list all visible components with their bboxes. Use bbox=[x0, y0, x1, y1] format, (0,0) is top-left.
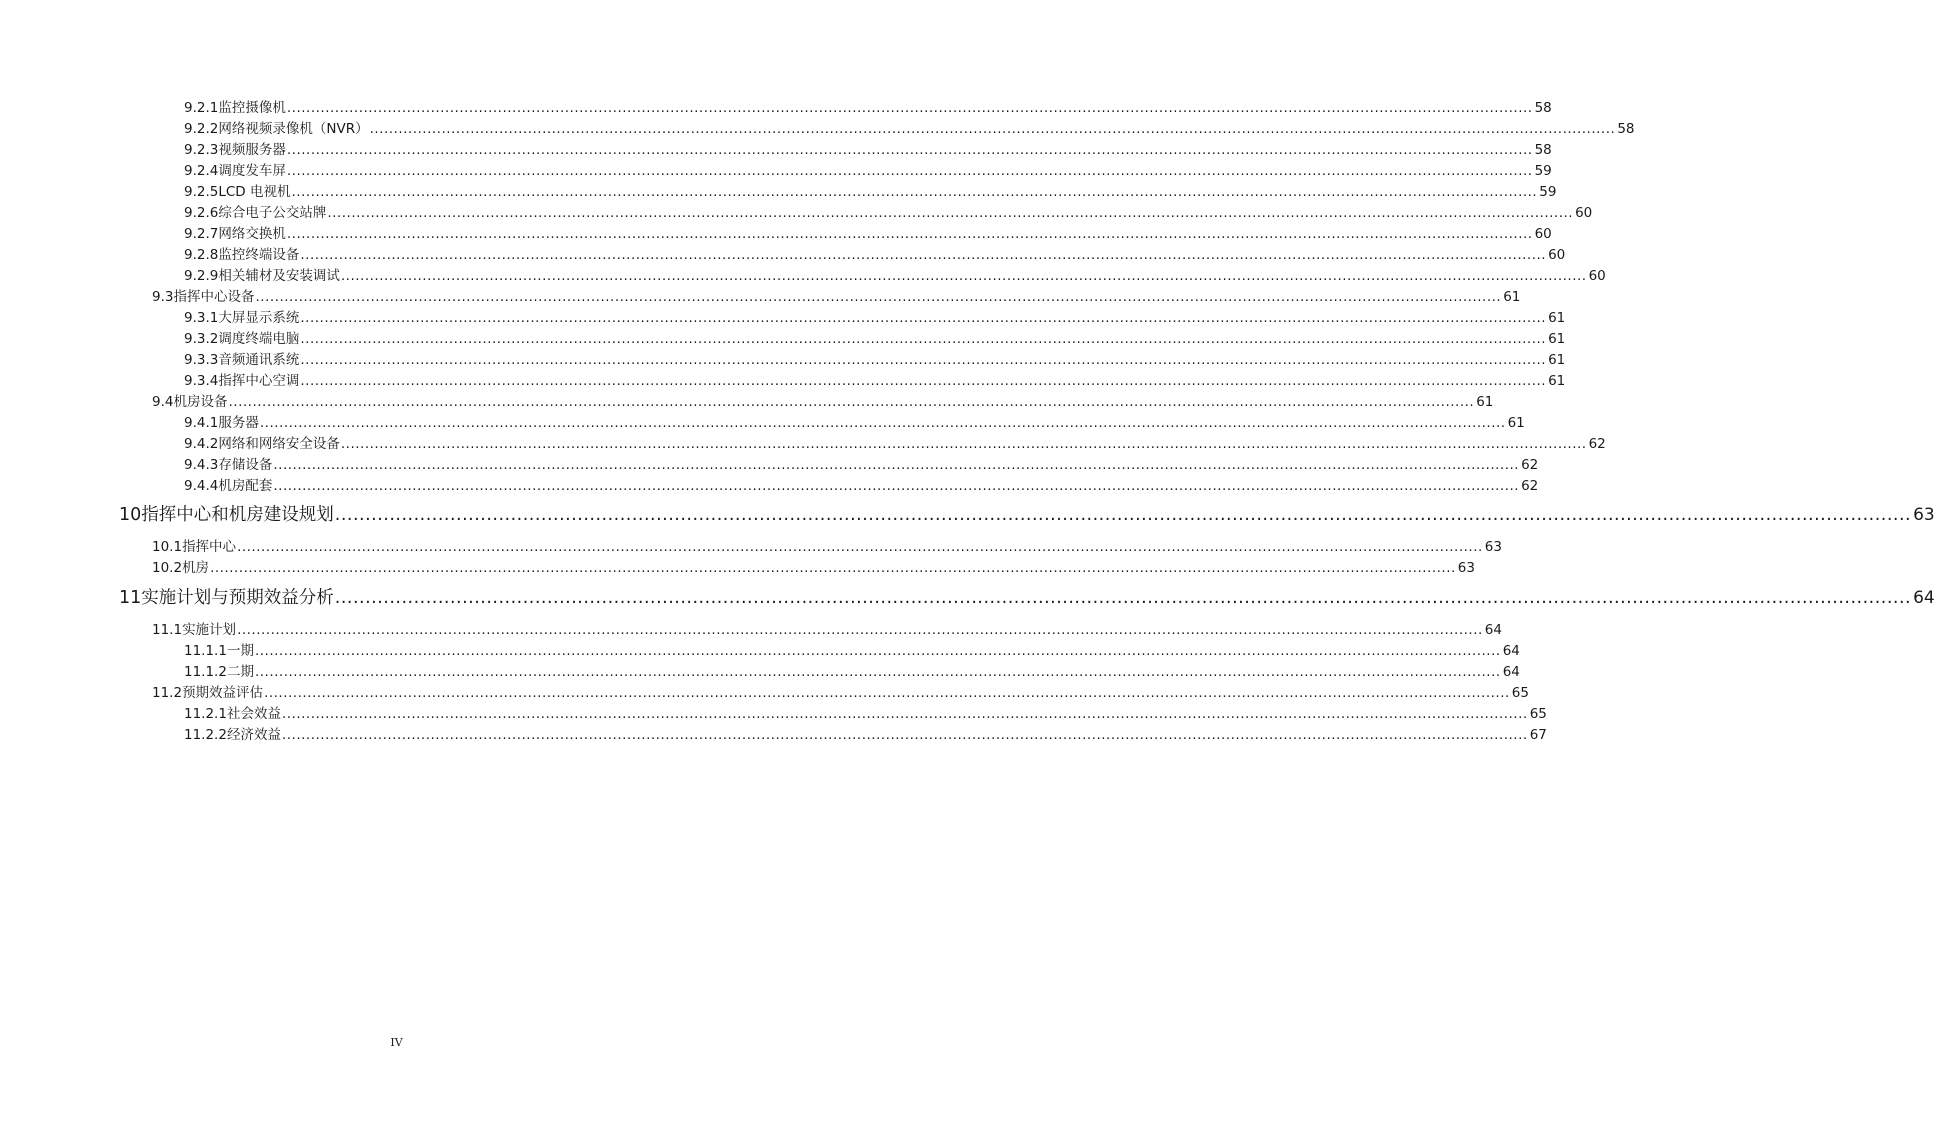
toc-dot-leader: .................................................................................................................................................................................................................................................................... bbox=[327, 205, 1574, 221]
toc-entry-title: 大屏显示系统 bbox=[218, 310, 300, 326]
toc-dot-leader: .................................................................................................................................................................................................................................................................... bbox=[291, 184, 1538, 200]
toc-dot-leader: .................................................................................................................................................................................................................................................................... bbox=[228, 394, 1475, 410]
toc-dot-leader: .................................................................................................................................................................................................................................................................... bbox=[300, 331, 1547, 347]
toc-entry[interactable] bbox=[184, 96, 1552, 116]
toc-entry-page: 61 bbox=[1548, 310, 1566, 326]
toc-entry[interactable] bbox=[184, 180, 1557, 200]
toc-entry[interactable] bbox=[184, 660, 1520, 680]
toc-entry[interactable] bbox=[184, 369, 1566, 389]
toc-entry-page: 61 bbox=[1548, 331, 1566, 347]
toc-entry[interactable] bbox=[184, 327, 1566, 347]
toc-entry-page: 62 bbox=[1521, 478, 1539, 494]
toc-entry-page: 61 bbox=[1507, 415, 1525, 431]
toc-entry-title: 网络和网络安全设备 bbox=[218, 436, 340, 452]
toc-dot-leader: .................................................................................................................................................................................................................................................................... bbox=[264, 685, 1510, 701]
toc-entry-number: 9.3.4 bbox=[184, 373, 219, 389]
toc-entry-page: 64 bbox=[1913, 588, 1935, 608]
toc-entry-page: 62 bbox=[1588, 436, 1606, 452]
toc-entry-title: 二期 bbox=[226, 664, 254, 680]
toc-entry-number: 9.2.3 bbox=[184, 142, 219, 158]
toc-dot-leader: .................................................................................................................................................................................................................................................................... bbox=[300, 352, 1547, 368]
toc-entry-title: 监控终端设备 bbox=[218, 247, 300, 263]
toc-entry-page: 61 bbox=[1548, 373, 1566, 389]
toc-entry-number: 9.4.4 bbox=[184, 478, 219, 494]
toc-entry[interactable] bbox=[152, 681, 1529, 701]
toc-dot-leader: .................................................................................................................................................................................................................................................................... bbox=[300, 373, 1547, 389]
toc-entry-page: 58 bbox=[1534, 142, 1552, 158]
toc-entry-title: 指挥中心 bbox=[182, 539, 237, 555]
toc-entry-title: 实施计划与预期效益分析 bbox=[141, 588, 334, 608]
page-number: IV bbox=[390, 1036, 403, 1049]
toc-dot-leader: .................................................................................................................................................................................................................................................................... bbox=[255, 289, 1502, 305]
toc-entry-number: 10 bbox=[119, 505, 142, 525]
toc-entry[interactable] bbox=[152, 618, 1502, 638]
toc-entry-page: 63 bbox=[1484, 539, 1502, 555]
toc-entry-number: 9.2.5 bbox=[184, 184, 219, 200]
toc-entry-title: 相关辅材及安装调试 bbox=[218, 268, 340, 284]
toc-entry-title: 存储设备 bbox=[218, 457, 273, 473]
toc-dot-leader: .................................................................................................................................................................................................................................................................... bbox=[210, 560, 1456, 576]
toc-entry-title: 调度发车屏 bbox=[218, 163, 286, 179]
toc-entry-page: 63 bbox=[1913, 505, 1935, 525]
toc-entry-page: 60 bbox=[1548, 247, 1566, 263]
toc-entry-page: 59 bbox=[1534, 163, 1552, 179]
toc-entry-page: 59 bbox=[1539, 184, 1557, 200]
toc-entry-page: 58 bbox=[1534, 100, 1552, 116]
toc-entry-number: 9.2.7 bbox=[184, 226, 219, 242]
toc-entry[interactable] bbox=[184, 201, 1593, 221]
toc-dot-leader: .................................................................................................................................................................................................................................................................... bbox=[300, 310, 1547, 326]
toc-entry-page: 60 bbox=[1588, 268, 1606, 284]
toc-entry[interactable] bbox=[152, 285, 1521, 305]
toc-dot-leader: .................................................................................................................................................................................................................................................................... bbox=[286, 163, 1533, 179]
toc-dot-leader: .................................................................................................................................................................................................................................................................... bbox=[300, 247, 1547, 263]
toc-entry-number: 9.3.2 bbox=[184, 331, 219, 347]
toc-dot-leader: .................................................................................................................................................................................................................................................................... bbox=[286, 142, 1533, 158]
toc-entry-number: 11.2.1 bbox=[184, 706, 227, 722]
toc-dot-leader: .................................................................................................................................................................................................................................................................... bbox=[259, 415, 1506, 431]
toc-entry-title: 视频服务器 bbox=[218, 142, 286, 158]
toc-entry[interactable] bbox=[184, 138, 1552, 158]
toc-entry-number: 9.2.1 bbox=[184, 100, 219, 116]
toc-entry-number: 10.2 bbox=[152, 560, 183, 576]
toc-dot-leader: .................................................................................................................................................................................................................................................................... bbox=[286, 100, 1533, 116]
toc-dot-leader: .................................................................................................................................................................................................................................................................... bbox=[340, 268, 1587, 284]
toc-dot-leader: .................................................................................................................................................................................................................................................................... bbox=[334, 588, 1912, 608]
toc-entry-page: 65 bbox=[1511, 685, 1529, 701]
toc-dot-leader: .................................................................................................................................................................................................................................................................... bbox=[281, 706, 1528, 722]
toc-entry[interactable] bbox=[184, 306, 1566, 326]
toc-entry[interactable] bbox=[184, 453, 1539, 473]
toc-entry-title: 指挥中心和机房建设规划 bbox=[141, 505, 334, 525]
toc-entry[interactable] bbox=[184, 411, 1525, 431]
toc-dot-leader: .................................................................................................................................................................................................................................................................... bbox=[286, 226, 1533, 242]
toc-entry-number: 9.3.3 bbox=[184, 352, 219, 368]
toc-entry-page: 60 bbox=[1534, 226, 1552, 242]
toc-entry-title: 指挥中心设备 bbox=[173, 289, 255, 305]
toc-entry[interactable] bbox=[184, 702, 1547, 722]
toc-dot-leader: .................................................................................................................................................................................................................................................................... bbox=[237, 622, 1483, 638]
toc-dot-leader: .................................................................................................................................................................................................................................................................... bbox=[254, 664, 1501, 680]
toc-entry[interactable] bbox=[184, 117, 1635, 137]
toc-entry-title: 网络视频录像机（NVR） bbox=[218, 121, 369, 137]
toc-entry[interactable] bbox=[184, 474, 1539, 494]
toc-entry-title: 经济效益 bbox=[226, 727, 281, 743]
toc-entry-title: 实施计划 bbox=[182, 622, 237, 638]
toc-entry-number: 11 bbox=[119, 588, 142, 608]
toc-dot-leader: .................................................................................................................................................................................................................................................................... bbox=[340, 436, 1587, 452]
toc-dot-leader: .................................................................................................................................................................................................................................................................... bbox=[273, 478, 1520, 494]
toc-dot-leader: .................................................................................................................................................................................................................................................................... bbox=[334, 505, 1912, 525]
toc-entry[interactable] bbox=[152, 556, 1475, 576]
toc-entry-number: 11.1.1 bbox=[184, 643, 227, 659]
toc-entry-number: 11.1 bbox=[152, 622, 183, 638]
toc-entry[interactable] bbox=[184, 348, 1566, 368]
toc-entry-number: 9.4.1 bbox=[184, 415, 219, 431]
toc-entry-title: 综合电子公交站牌 bbox=[218, 205, 327, 221]
toc-entry-number: 11.2 bbox=[152, 685, 183, 701]
toc-entry-number: 10.1 bbox=[152, 539, 183, 555]
toc-entry[interactable] bbox=[152, 535, 1502, 555]
toc-entry-page: 61 bbox=[1476, 394, 1494, 410]
toc-entry-title: 预期效益评估 bbox=[182, 685, 264, 701]
toc-entry[interactable] bbox=[184, 639, 1520, 659]
toc-entry-title: 社会效益 bbox=[226, 706, 281, 722]
toc-entry[interactable] bbox=[184, 264, 1606, 284]
toc-dot-leader: .................................................................................................................................................................................................................................................................... bbox=[281, 727, 1528, 743]
toc-entry[interactable] bbox=[184, 243, 1566, 263]
toc-entry[interactable] bbox=[184, 723, 1547, 743]
toc-entry-number: 11.1.2 bbox=[184, 664, 227, 680]
toc-entry-title: 音频通讯系统 bbox=[218, 352, 300, 368]
toc-dot-leader: .................................................................................................................................................................................................................................................................... bbox=[273, 457, 1520, 473]
toc-entry-title: 机房设备 bbox=[173, 394, 228, 410]
toc-dot-leader: .................................................................................................................................................................................................................................................................... bbox=[369, 121, 1616, 137]
toc-entry-page: 63 bbox=[1457, 560, 1475, 576]
toc-entry-page: 61 bbox=[1503, 289, 1521, 305]
toc-entry-number: 11.2.2 bbox=[184, 727, 227, 743]
toc-entry-title: 服务器 bbox=[218, 415, 259, 431]
toc-entry-number: 9.2.8 bbox=[184, 247, 219, 263]
toc-entry-page: 61 bbox=[1548, 352, 1566, 368]
toc-entry-number: 9.4.2 bbox=[184, 436, 219, 452]
toc-entry-number: 9.2.2 bbox=[184, 121, 219, 137]
toc-entry-number: 9.4.3 bbox=[184, 457, 219, 473]
toc-entry-page: 65 bbox=[1529, 706, 1547, 722]
toc-entry[interactable] bbox=[152, 390, 1494, 410]
toc-entry-page: 64 bbox=[1502, 664, 1520, 680]
toc-dot-leader: .................................................................................................................................................................................................................................................................... bbox=[254, 643, 1501, 659]
toc-entry-title: 机房 bbox=[182, 560, 210, 576]
toc-entry[interactable] bbox=[184, 159, 1552, 179]
toc-entry-title: LCD 电视机 bbox=[218, 184, 291, 200]
toc-entry-title: 调度终端电脑 bbox=[218, 331, 300, 347]
toc-entry-number: 9.2.9 bbox=[184, 268, 219, 284]
toc-entry-page: 64 bbox=[1484, 622, 1502, 638]
toc-chapter-entry[interactable] bbox=[119, 584, 1935, 609]
toc-entry-page: 58 bbox=[1617, 121, 1635, 137]
toc-entry-page: 62 bbox=[1521, 457, 1539, 473]
toc-entry-number: 9.3 bbox=[152, 289, 174, 305]
toc-entry-title: 监控摄像机 bbox=[218, 100, 286, 116]
toc-entry-title: 一期 bbox=[226, 643, 254, 659]
toc-entry-page: 64 bbox=[1502, 643, 1520, 659]
toc-chapter-entry[interactable] bbox=[119, 501, 1935, 526]
toc-entry-title: 指挥中心空调 bbox=[218, 373, 300, 389]
toc-entry-title: 网络交换机 bbox=[218, 226, 286, 242]
toc-entry-title: 机房配套 bbox=[218, 478, 273, 494]
toc-entry-page: 67 bbox=[1529, 727, 1547, 743]
toc-entry-number: 9.2.4 bbox=[184, 163, 219, 179]
toc-entry[interactable] bbox=[184, 222, 1552, 242]
toc-entry[interactable] bbox=[184, 432, 1606, 452]
toc-dot-leader: .................................................................................................................................................................................................................................................................... bbox=[237, 539, 1483, 555]
toc-entry-number: 9.3.1 bbox=[184, 310, 219, 326]
toc-entry-number: 9.4 bbox=[152, 394, 174, 410]
toc-entry-page: 60 bbox=[1575, 205, 1593, 221]
toc-entry-number: 9.2.6 bbox=[184, 205, 219, 221]
